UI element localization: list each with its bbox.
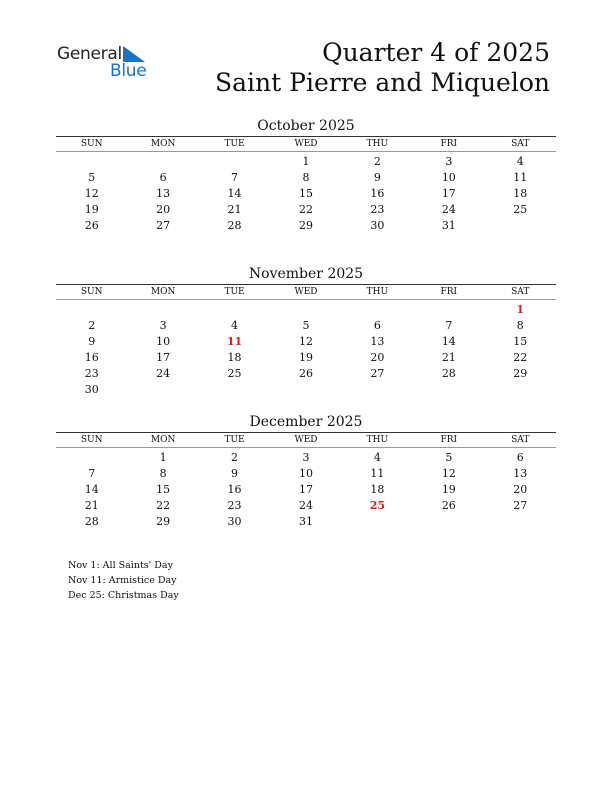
day-cell: 4 <box>516 155 524 168</box>
calendar-grid <box>56 137 556 234</box>
day-cell: 17 <box>156 351 171 364</box>
day-cell <box>199 154 270 170</box>
weekday-header: WED <box>270 137 341 152</box>
day-cell: 11 <box>513 171 528 184</box>
weekday-header: WED <box>270 433 341 448</box>
month-title: November 2025 <box>248 266 364 282</box>
holiday-note: Nov 1: All Saints' Day <box>68 560 173 571</box>
day-cell: 28 <box>441 367 456 380</box>
day-cell: 16 <box>227 483 242 496</box>
day-cell: 26 <box>84 219 99 232</box>
day-cell: 30 <box>370 219 385 232</box>
weekday-header: FRI <box>413 433 484 448</box>
day-cell: 24 <box>298 499 313 512</box>
day-cell <box>270 302 341 318</box>
day-cell <box>342 302 413 318</box>
holiday-notes <box>68 558 179 603</box>
day-cell: 20 <box>513 483 528 496</box>
day-cell <box>56 302 127 318</box>
day-cell: 2 <box>88 319 96 332</box>
day-cell: 4 <box>231 319 239 332</box>
day-cell: 29 <box>156 515 171 528</box>
day-cell: 9 <box>88 335 96 348</box>
day-cell: 9 <box>231 467 239 480</box>
day-cell <box>56 154 127 170</box>
day-cell <box>199 382 270 398</box>
day-cell: 28 <box>84 515 99 528</box>
day-cell: 10 <box>441 171 456 184</box>
weekday-header: FRI <box>413 285 484 300</box>
day-cell: 29 <box>513 367 528 380</box>
day-cell: 16 <box>370 187 385 200</box>
day-cell: 27 <box>513 499 528 512</box>
day-cell: 21 <box>84 499 99 512</box>
weekday-header: FRI <box>413 137 484 152</box>
day-cell: 20 <box>370 351 385 364</box>
day-cell <box>270 382 341 398</box>
day-cell: 12 <box>441 467 456 480</box>
day-cell: 29 <box>298 219 313 232</box>
day-cell: 2 <box>373 155 381 168</box>
page-title: Quarter 4 of 2025 <box>322 38 550 67</box>
day-cell <box>413 302 484 318</box>
holiday-note: Nov 11: Armistice Day <box>68 575 177 586</box>
day-cell: 30 <box>84 383 99 396</box>
day-cell: 15 <box>298 187 313 200</box>
month-november <box>56 264 556 398</box>
day-cell: 14 <box>227 187 242 200</box>
weekday-header: SAT <box>485 285 556 300</box>
day-cell <box>342 514 413 530</box>
day-cell: 13 <box>156 187 171 200</box>
day-cell: 2 <box>231 451 239 464</box>
day-cell: 3 <box>159 319 167 332</box>
day-cell: 7 <box>445 319 453 332</box>
day-cell: 31 <box>298 515 313 528</box>
day-cell: 7 <box>88 467 96 480</box>
weekday-header: SUN <box>56 285 127 300</box>
day-cell <box>413 382 484 398</box>
day-cell: 13 <box>370 335 385 348</box>
day-cell <box>127 154 198 170</box>
day-cell: 11 <box>370 467 385 480</box>
holiday-note: Dec 25: Christmas Day <box>68 590 179 601</box>
day-cell: 8 <box>516 319 524 332</box>
day-cell: 3 <box>302 451 310 464</box>
weekday-header: SUN <box>56 433 127 448</box>
day-cell: 1 <box>516 303 525 316</box>
weekday-header: SUN <box>56 137 127 152</box>
weekday-header: TUE <box>199 433 270 448</box>
day-cell: 24 <box>156 367 171 380</box>
day-cell: 24 <box>441 203 456 216</box>
day-cell: 22 <box>298 203 313 216</box>
calendar-grid <box>56 433 556 530</box>
day-cell: 18 <box>513 187 528 200</box>
day-cell: 11 <box>226 335 243 348</box>
day-cell: 26 <box>298 367 313 380</box>
weekday-header: SAT <box>485 137 556 152</box>
day-cell: 18 <box>227 351 242 364</box>
day-cell <box>485 382 556 398</box>
day-cell: 25 <box>227 367 242 380</box>
day-cell: 13 <box>513 467 528 480</box>
day-cell: 28 <box>227 219 242 232</box>
day-cell: 21 <box>227 203 242 216</box>
weekday-header: WED <box>270 285 341 300</box>
day-cell: 10 <box>156 335 171 348</box>
day-cell: 26 <box>441 499 456 512</box>
weekday-header: THU <box>342 285 413 300</box>
day-cell: 19 <box>441 483 456 496</box>
day-cell: 14 <box>84 483 99 496</box>
day-cell <box>199 302 270 318</box>
day-cell: 27 <box>156 219 171 232</box>
month-title: December 2025 <box>249 414 363 430</box>
day-cell: 1 <box>302 155 310 168</box>
day-cell: 31 <box>441 219 456 232</box>
day-cell <box>342 382 413 398</box>
day-cell: 7 <box>231 171 239 184</box>
day-cell <box>127 302 198 318</box>
day-cell: 4 <box>373 451 381 464</box>
logo-triangle-icon <box>123 46 145 62</box>
month-october <box>56 116 556 234</box>
day-cell <box>485 218 556 234</box>
day-cell: 10 <box>298 467 313 480</box>
day-cell: 17 <box>441 187 456 200</box>
weekday-header: TUE <box>199 285 270 300</box>
day-cell: 6 <box>516 451 524 464</box>
weekday-header: TUE <box>199 137 270 152</box>
day-cell <box>127 382 198 398</box>
month-title: October 2025 <box>257 118 355 134</box>
day-cell <box>485 514 556 530</box>
day-cell <box>56 450 127 466</box>
day-cell: 25 <box>513 203 528 216</box>
day-cell: 23 <box>84 367 99 380</box>
day-cell: 23 <box>370 203 385 216</box>
day-cell: 18 <box>370 483 385 496</box>
day-cell: 21 <box>441 351 456 364</box>
day-cell: 27 <box>370 367 385 380</box>
day-cell: 15 <box>156 483 171 496</box>
day-cell: 12 <box>84 187 99 200</box>
day-cell: 5 <box>302 319 310 332</box>
day-cell: 8 <box>302 171 310 184</box>
day-cell: 19 <box>298 351 313 364</box>
day-cell: 23 <box>227 499 242 512</box>
day-cell: 20 <box>156 203 171 216</box>
weekday-header: MON <box>127 137 198 152</box>
day-cell: 5 <box>445 451 453 464</box>
weekday-header: SAT <box>485 433 556 448</box>
day-cell: 17 <box>298 483 313 496</box>
logo-blue-text: Blue <box>110 61 147 81</box>
day-cell: 30 <box>227 515 242 528</box>
generalblue-logo <box>57 44 157 80</box>
day-cell: 5 <box>88 171 96 184</box>
day-cell: 16 <box>84 351 99 364</box>
weekday-header: MON <box>127 285 198 300</box>
day-cell: 1 <box>159 451 167 464</box>
day-cell <box>413 514 484 530</box>
weekday-header: THU <box>342 433 413 448</box>
day-cell: 19 <box>84 203 99 216</box>
day-cell: 6 <box>373 319 381 332</box>
day-cell: 6 <box>159 171 167 184</box>
day-cell: 25 <box>369 499 386 512</box>
logo-general-text: General <box>57 44 122 64</box>
day-cell: 12 <box>298 335 313 348</box>
month-december <box>56 412 556 530</box>
weekday-header: THU <box>342 137 413 152</box>
day-cell: 9 <box>373 171 381 184</box>
weekday-header: MON <box>127 433 198 448</box>
day-cell: 22 <box>513 351 528 364</box>
day-cell: 8 <box>159 467 167 480</box>
day-cell: 15 <box>513 335 528 348</box>
day-cell: 3 <box>445 155 453 168</box>
day-cell: 14 <box>441 335 456 348</box>
page-subtitle: Saint Pierre and Miquelon <box>215 68 550 97</box>
day-cell: 22 <box>156 499 171 512</box>
calendar-grid <box>56 285 556 398</box>
